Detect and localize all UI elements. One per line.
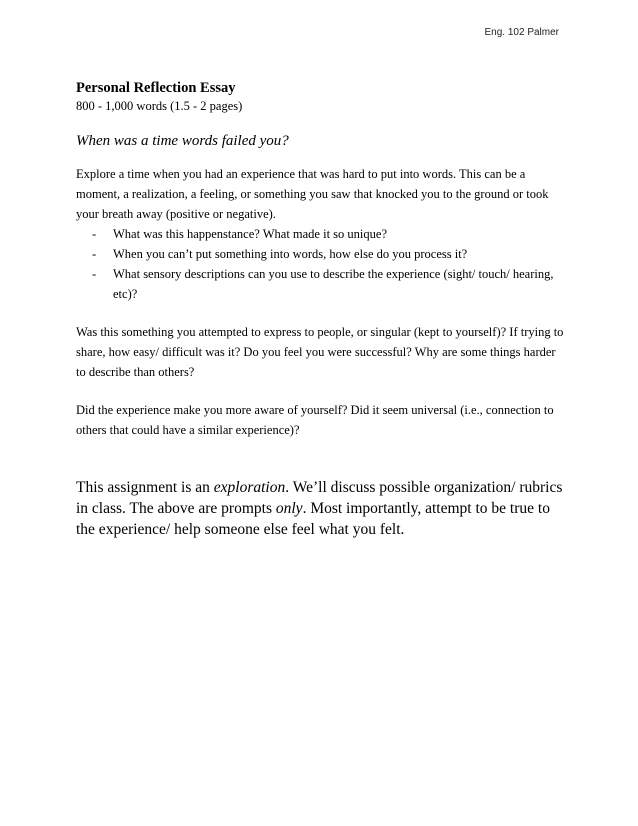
assignment-title: Personal Reflection Essay bbox=[76, 80, 236, 96]
prompt-item bbox=[76, 224, 566, 244]
closing-emphasis-only: only bbox=[275, 500, 303, 517]
closing-paragraph bbox=[76, 477, 566, 540]
essay-question: When was a time words failed you? bbox=[76, 133, 289, 149]
closing-text-2: . We’ll discuss possible organization/ rubrics in class. The above are prompts bbox=[76, 479, 563, 517]
prompt-text: What was this happenstance? What made it so unique? bbox=[113, 227, 387, 241]
explore-paragraph: Explore a time when you had an experience that was hard to put into words. This can be a moment, a realization, a feeling, or something you saw that knocked you to the ground or took your breath away (positive or negative). bbox=[76, 167, 549, 221]
prompt-text: What sensory descriptions can you use to describe the experience (sight/ touch/ hearing, etc)? bbox=[113, 267, 554, 301]
prompt-text: When you can’t put something into words, how else do you process it? bbox=[113, 247, 468, 261]
awareness-paragraph: Did the experience make you more aware of yourself? Did it seem universal (i.e., connection to others that could have a similar experience)? bbox=[76, 403, 554, 437]
assignment-length: 800 - 1,000 words (1.5 - 2 pages) bbox=[76, 99, 243, 113]
bullet-dash: - bbox=[92, 227, 97, 241]
prompt-item bbox=[76, 264, 566, 304]
closing-text-1: This assignment is an bbox=[76, 479, 214, 496]
prompt-list bbox=[76, 224, 566, 304]
document-body bbox=[76, 79, 566, 540]
bullet-dash: - bbox=[92, 247, 97, 261]
closing-text-3: . Most importantly, attempt to be true to the experience/ help someone else feel what you felt. bbox=[76, 500, 550, 538]
page-header: Eng. 102 Palmer bbox=[484, 27, 559, 38]
prompt-item bbox=[76, 244, 566, 264]
closing-emphasis-exploration: exploration bbox=[213, 479, 286, 496]
sharing-paragraph: Was this something you attempted to express to people, or singular (kept to yourself)? If trying to share, how easy/ difficult was it? Do you feel you were successful? Why are some things harder to describe than others? bbox=[76, 325, 564, 379]
bullet-dash: - bbox=[92, 267, 97, 281]
